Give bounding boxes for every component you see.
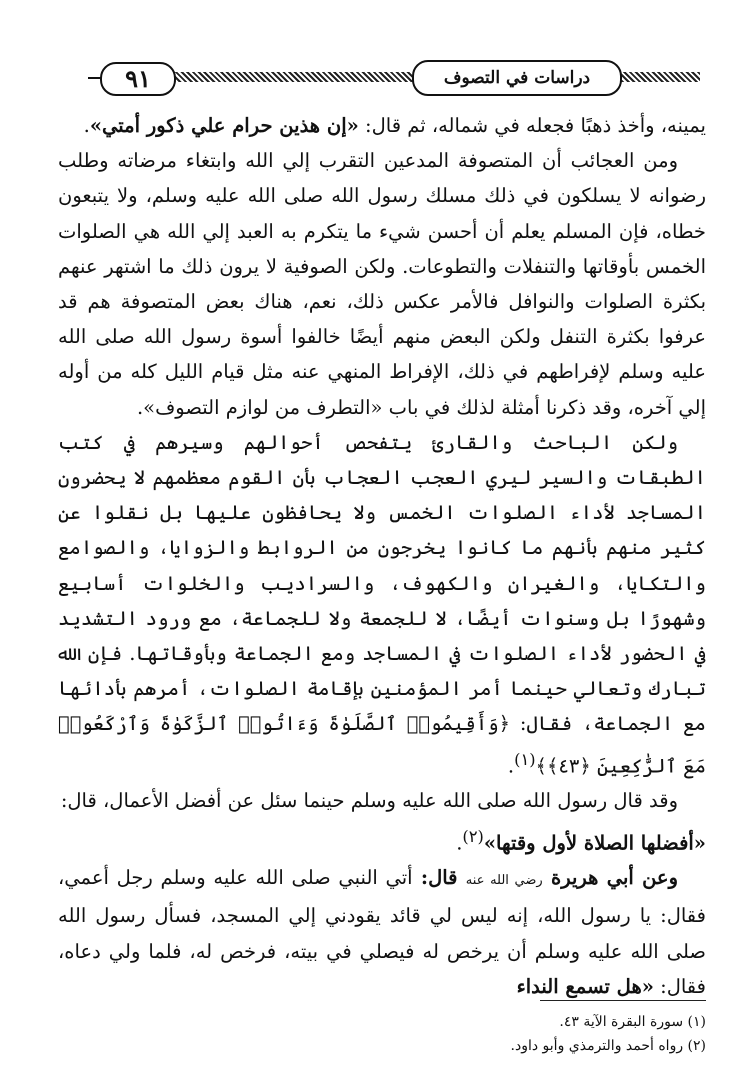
page-number: ٩١ <box>100 62 176 96</box>
p4-end: . <box>456 831 463 855</box>
body-text <box>58 108 706 1004</box>
running-title: دراسات في التصوف <box>412 60 622 96</box>
hadith-quote: «أفضلها الصلاة لأول وقتها» <box>483 831 706 855</box>
paragraph-4 <box>58 783 706 860</box>
page-header <box>60 50 700 102</box>
quran-verse: ﴿وَأَقِيمُوا۟ ٱلصَّلَوٰةَ وَءَاتُوا۟ ٱلزَّكَوٰةَ وَٱرْكَعُوا۟ مَعَ ٱلرَّٰكِعِينَ ﴿٤٣﴾﴾ <box>58 712 706 778</box>
paragraph-5 <box>58 860 706 1004</box>
paragraph-3 <box>58 425 706 784</box>
footnote-2: (٢) رواه أحمد والترمذي وأبو داود. <box>510 1038 706 1054</box>
p5-text: أتي النبي صلى الله عليه وسلم رجل أعمي، فقال: يا رسول الله، إنه ليس لي قائد يقودني إلي المسجد، فسأل رسول الله صلى الله عليه وسلم أن يرخص له فيصلي في بيته، فرخص له، فلما ولي دعاه، فقال: <box>58 866 706 998</box>
p5-quote: «هل تسمع النداء <box>516 974 654 998</box>
p3-text: ولكن الباحث والقارئ يتفحص أحوالهم وسيرهم في كتب الطبقات والسير ليري العجب العجاب بأن القوم معظمهم لا يحضرون المساجد لأداء الصلوات الخمس ولا يحافظون عليها بل نقلوا عن كثير منهم بأنهم ما كانوا يخرجون من الروابط والزوايا، والصوامع والتكايا، والغيران والكهوف، والسراديب والخلوات أسابيع وشهورًا بل وسنوات أيضًا، لا للجمعة ولا للجماعة، مع ورود التشديد في الحضور لأداء الصلوات في المساجد ومع الجماعة وبأوقاتها. فإن الله تبارك وتعالي حينما أمر المؤمنين بإقامة الصلوات، أمرهم بأدائها مع الجماعة، فقال: <box>58 430 706 736</box>
footnotes <box>58 1010 706 1058</box>
p1-text: يمينه، وأخذ ذهبًا فجعله في شماله، ثم قال: <box>358 114 706 137</box>
p1-quote: «إن هذين حرام علي ذكور أمتي» <box>89 114 359 137</box>
p4-text: وقد قال رسول الله صلى الله عليه وسلم حينما سئل عن أفضل الأعمال، قال: <box>60 789 678 813</box>
p3-end: . <box>507 754 515 778</box>
footnote-1: (١) سورة البقرة الآية ٤٣. <box>559 1014 706 1030</box>
footnote-separator <box>540 1000 706 1001</box>
p1-end: . <box>83 114 90 137</box>
footnote-ref-1: (١) <box>514 749 536 769</box>
said-label: قال: <box>412 866 466 890</box>
header-ornament-right <box>616 72 700 82</box>
footnote-ref-2: (٢) <box>462 826 484 846</box>
honorific: رضي الله عنه <box>465 873 543 889</box>
paragraph-2: ومن العجائب أن المتصوفة المدعين التقرب إلي الله وابتغاء مرضاته وطلب رضوانه لا يسلكون في ذلك مسلك رسول الله صلى الله عليه وسلم، ولا يتبعون خطاه، فإن المسلم يعلم أن أحسن شيء ما يتكرم به العبد إلي الله هي الصلوات الخمس بأوقاتها والتنفلات والتطوعات. ولكن الصوفية لا يرون ذلك ما اشتهر عنهم بكثرة الصلوات والنوافل فالأمر عكس ذلك، نعم، هناك بعض المتصوفة هم قد عرفوا بكثرة التنفل ولكن البعض منهم أيضًا خالفوا أسوة رسول الله صلى الله عليه وسلم لإفراطهم في ذلك، الإفراط المنهي عنه مثل قيام الليل كله من أوله إلي آخره، وقد ذكرنا أمثلة لذلك في باب «التطرف من لوازم التصوف». <box>58 149 706 419</box>
narrator: وعن أبي هريرة <box>542 866 678 890</box>
paragraph-1 <box>58 108 706 143</box>
